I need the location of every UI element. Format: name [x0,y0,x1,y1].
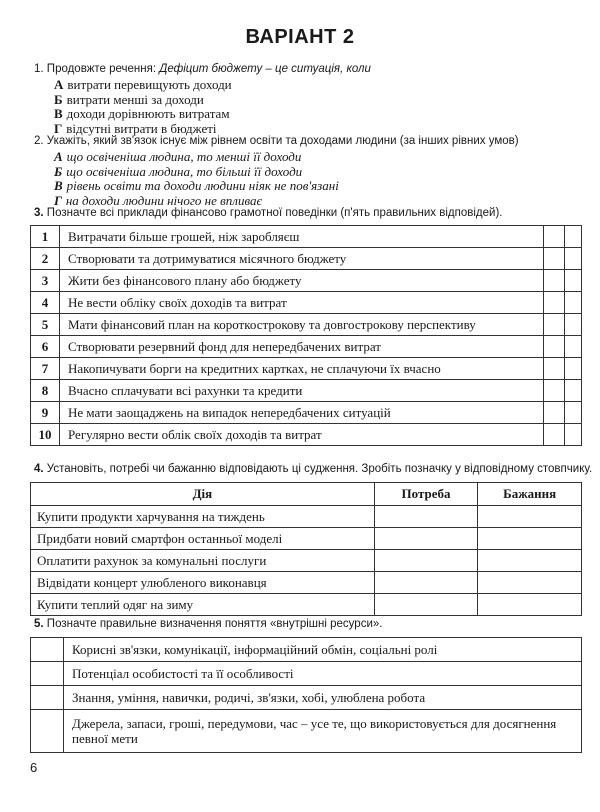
table-row [31,594,582,616]
table-row [31,686,582,710]
table-row [31,226,582,248]
want-cell[interactable] [478,528,582,550]
table-row [31,358,582,380]
table-row [31,402,582,424]
row-statement: Жити без фінансового плану або бюджету [60,270,544,292]
need-cell[interactable] [374,506,478,528]
table-row [31,314,582,336]
answer-cell[interactable] [31,662,64,686]
q4-number: 4. [34,463,44,475]
answer-cell-extra[interactable] [565,380,582,402]
answer-cell[interactable] [544,292,565,314]
q4-header-need: Потреба [374,483,478,506]
page-number: 6 [30,760,38,775]
table-row [31,638,582,662]
answer-cell[interactable] [544,226,565,248]
q2-options [54,150,339,208]
answer-cell-extra[interactable] [565,402,582,424]
need-cell[interactable] [374,528,478,550]
row-number: 10 [31,424,60,446]
q1-number: 1. [34,63,44,75]
page-title: ВАРІАНТ 2 [245,26,355,48]
want-cell[interactable] [478,572,582,594]
row-number: 9 [31,402,60,424]
row-statement: Не мати заощаджень на випадок непередбачених ситуацій [60,402,544,424]
table-row [31,506,582,528]
row-statement: Мати фінансовий план на короткострокову та довгострокову перспективу [60,314,544,336]
answer-cell[interactable] [31,710,64,753]
answer-cell[interactable] [544,248,565,270]
row-number: 4 [31,292,60,314]
q2-option-d[interactable]: Г на доходи людини нічого не впливає [54,192,263,208]
q1-option-b[interactable]: Б витрати менші за доходи [54,91,204,107]
definition-text: Джерела, запаси, гроші, передумови, час – усе те, що використовується для досягнення певної мети [64,710,582,753]
q3-number: 3. [34,207,44,219]
need-cell[interactable] [374,550,478,572]
q4-header-action: Дія [31,483,375,506]
q5-table [30,637,582,753]
answer-cell[interactable] [31,638,64,662]
need-cell[interactable] [374,594,478,616]
action-text: Купити теплий одяг на зиму [31,594,375,616]
q1-option-c[interactable]: В доходи дорівнюють витратам [54,106,230,121]
want-cell[interactable] [478,550,582,572]
answer-cell[interactable] [544,358,565,380]
answer-cell[interactable] [544,402,565,424]
row-statement: Накопичувати борги на кредитних картках, не сплачуючи їх вчасно [60,358,544,380]
q2-option-c[interactable]: В рівень освіти та доходи людини ніяк не пов'язані [54,178,339,193]
row-number: 2 [31,248,60,270]
row-number: 6 [31,336,60,358]
definition-text: Корисні зв'язки, комунікації, інформаційний обмін, соціальні ролі [64,638,582,662]
answer-cell-extra[interactable] [565,424,582,446]
table-row [31,572,582,594]
q4-prompt [34,463,592,475]
answer-cell[interactable] [544,424,565,446]
q3-prompt [34,207,502,219]
q2-number: 2. [34,135,44,147]
want-cell[interactable] [478,594,582,616]
answer-cell-extra[interactable] [565,358,582,380]
table-row [31,550,582,572]
q1-option-a[interactable]: А витрати перевищують доходи [54,77,232,92]
row-number: 8 [31,380,60,402]
q2-option-a[interactable]: А що освіченіша людина, то менші її доходи [54,149,302,164]
row-number: 3 [31,270,60,292]
row-statement: Витрачати більше грошей, ніж заробляєш [60,226,544,248]
definition-text: Знання, уміння, навички, родичі, зв'язки, хобі, улюблена робота [64,686,582,710]
answer-cell-extra[interactable] [565,248,582,270]
row-statement: Створювати резервний фонд для непередбачених витрат [60,336,544,358]
action-text: Оплатити рахунок за комунальні послуги [31,550,375,572]
table-row [31,528,582,550]
q1-prompt-text: Продовжте речення: [46,63,157,75]
row-number: 1 [31,226,60,248]
answer-cell-extra[interactable] [565,270,582,292]
q3-prompt-text: Позначте всі приклади фінансово грамотної поведінки (п'ять правильних відповідей). [46,207,503,219]
table-row [31,424,582,446]
definition-text: Потенціал особистості та її особливості [64,662,582,686]
q1-prompt-italic: Дефіцит бюджету – це ситуація, коли [159,63,371,75]
answer-cell-extra[interactable] [565,336,582,358]
action-text: Придбати новий смартфон останньої моделі [31,528,375,550]
action-text: Купити продукти харчування на тиждень [31,506,375,528]
q2-prompt [34,135,519,147]
table-row [31,270,582,292]
table-row [31,662,582,686]
row-number: 5 [31,314,60,336]
answer-cell[interactable] [544,380,565,402]
q5-number: 5. [34,618,44,630]
q1-prompt [34,63,371,75]
q4-header-want: Бажання [478,483,582,506]
row-statement: Вчасно сплачувати всі рахунки та кредити [60,380,544,402]
row-statement: Створювати та дотримуватися місячного бюджету [60,248,544,270]
answer-cell-extra[interactable] [565,226,582,248]
q5-prompt [34,618,382,630]
q4-prompt-text: Установіть, потребі чи бажанню відповідають ці судження. Зробіть позначку у відповідному стовпчику. [46,463,593,475]
answer-cell-extra[interactable] [565,314,582,336]
need-cell[interactable] [374,572,478,594]
table-row [31,380,582,402]
answer-cell[interactable] [31,686,64,710]
answer-cell[interactable] [544,270,565,292]
q2-prompt-text: Укажіть, який зв'язок існує між рівнем освіти та доходами людини (за інших рівних умов) [46,135,519,147]
q5-prompt-text: Позначте правильне визначення поняття «внутрішні ресурси». [46,618,383,630]
answer-cell[interactable] [544,314,565,336]
row-number: 7 [31,358,60,380]
q1-option-d[interactable]: Г відсутні витрати в бюджеті [54,120,217,136]
table-row [31,292,582,314]
q2-option-b[interactable]: Б що освіченіша людина, то більші її доходи [54,163,303,179]
q3-table [30,225,582,446]
table-row [31,710,582,753]
table-row [31,248,582,270]
action-text: Відвідати концерт улюбленого виконавця [31,572,375,594]
want-cell[interactable] [478,506,582,528]
row-statement: Регулярно вести облік своїх доходів та витрат [60,424,544,446]
row-statement: Не вести обліку своїх доходів та витрат [60,292,544,314]
q1-options [54,78,232,136]
table-row [31,336,582,358]
answer-cell[interactable] [544,336,565,358]
q4-table [30,482,582,616]
answer-cell-extra[interactable] [565,292,582,314]
